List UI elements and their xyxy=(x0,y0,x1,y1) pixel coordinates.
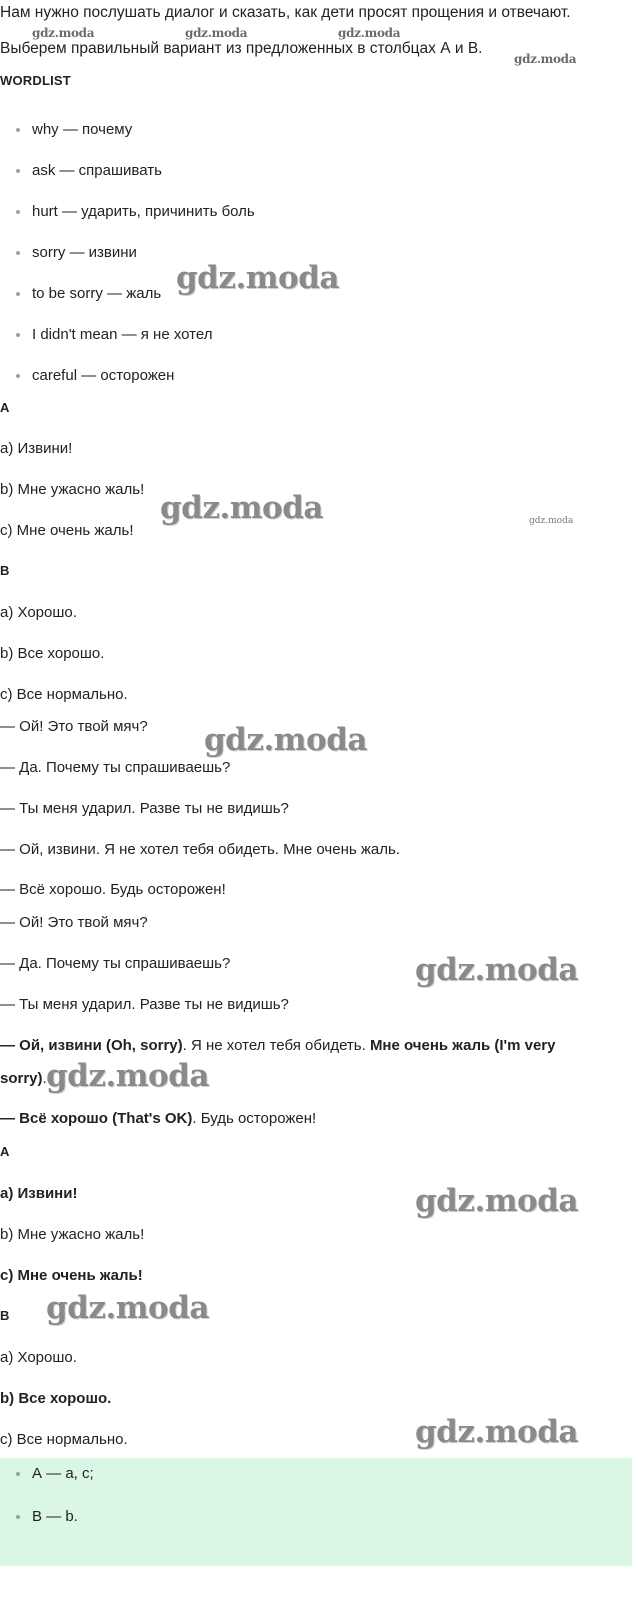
watermark-small: gdz.moda xyxy=(32,26,95,40)
watermark-tiny: gdz.moda xyxy=(529,516,574,526)
column-a-option-selected: c) Мне очень жаль! xyxy=(0,1267,143,1284)
wordlist-item: why — почему xyxy=(16,121,132,138)
wordlist-item: ask — спрашивать xyxy=(16,162,162,179)
column-b-option: c) Все нормально. xyxy=(0,686,128,703)
column-b-option: b) Все хорошо. xyxy=(0,645,105,662)
bullet-icon xyxy=(16,292,20,296)
intro-line-2: Выберем правильный вариант из предложенных в столбцах А и В. xyxy=(0,40,483,57)
watermark-small: gdz.moda xyxy=(338,26,401,40)
dialog-line: — Да. Почему ты спрашиваешь? xyxy=(0,759,231,776)
watermark-large: gdz.moda xyxy=(176,260,339,296)
column-a-option: b) Мне ужасно жаль! xyxy=(0,481,145,498)
bullet-icon xyxy=(16,169,20,173)
dialog-line: — Всё хорошо. Будь осторожен! xyxy=(0,881,226,898)
column-b-heading: B xyxy=(0,563,10,578)
wordlist-item: careful — осторожен xyxy=(16,367,174,384)
watermark-large: gdz.moda xyxy=(46,1290,209,1326)
watermark-large: gdz.moda xyxy=(415,1414,578,1450)
watermark-large: gdz.moda xyxy=(46,1058,209,1094)
column-b-option: c) Все нормально. xyxy=(0,1431,128,1448)
watermark-large: gdz.moda xyxy=(415,1183,578,1219)
watermark-small: gdz.moda xyxy=(185,26,248,40)
column-a-option: a) Извини! xyxy=(0,440,73,457)
intro-line-1: Нам нужно послушать диалог и сказать, как дети просят прощения и отвечают. xyxy=(0,4,571,21)
dialog-annotated-line: — Ой, извини (Oh, sorry). Я не хотел тебя обидеть. Мне очень жаль (I'm very xyxy=(0,1037,556,1054)
dialog-annotated-line: sorry). xyxy=(0,1070,47,1087)
column-a-heading: A xyxy=(0,400,10,415)
answer-box xyxy=(0,1458,632,1566)
column-b-option-selected: b) Все хорошо. xyxy=(0,1390,112,1407)
wordlist-item: sorry — извини xyxy=(16,244,137,261)
column-a-option-selected: a) Извини! xyxy=(0,1185,78,1202)
answer-item: А — a, c; xyxy=(16,1465,94,1482)
bullet-icon xyxy=(16,374,20,378)
dialog-annotated-line: — Да. Почему ты спрашиваешь? xyxy=(0,955,231,972)
answer-item: В — b. xyxy=(16,1508,78,1525)
column-a-heading: A xyxy=(0,1144,10,1159)
bullet-icon xyxy=(16,251,20,255)
bullet-icon xyxy=(16,210,20,214)
dialog-line: — Ты меня ударил. Разве ты не видишь? xyxy=(0,800,289,817)
column-a-option: b) Мне ужасно жаль! xyxy=(0,1226,145,1243)
column-b-heading: B xyxy=(0,1308,10,1323)
watermark-large: gdz.moda xyxy=(160,490,323,526)
dialog-line: — Ой! Это твой мяч? xyxy=(0,718,148,735)
wordlist-heading: WORDLIST xyxy=(0,73,71,88)
dialog-line: — Ой, извини. Я не хотел тебя обидеть. Мне очень жаль. xyxy=(0,841,400,858)
wordlist-item: hurt — ударить, причинить боль xyxy=(16,203,255,220)
bullet-icon xyxy=(16,1515,20,1519)
wordlist-item: I didn't mean — я не хотел xyxy=(16,326,212,343)
watermark-small: gdz.moda xyxy=(514,52,577,66)
watermark-large: gdz.moda xyxy=(204,722,367,758)
dialog-annotated-line: — Ты меня ударил. Разве ты не видишь? xyxy=(0,996,289,1013)
wordlist-item: to be sorry — жаль xyxy=(16,285,161,302)
bullet-icon xyxy=(16,128,20,132)
watermark-large: gdz.moda xyxy=(415,952,578,988)
dialog-annotated-line: — Всё хорошо (That's OK). Будь осторожен! xyxy=(0,1110,317,1127)
dialog-annotated-line: — Ой! Это твой мяч? xyxy=(0,914,148,931)
column-b-option: a) Хорошо. xyxy=(0,604,77,621)
bullet-icon xyxy=(16,333,20,337)
column-b-option: a) Хорошо. xyxy=(0,1349,77,1366)
column-a-option: c) Мне очень жаль! xyxy=(0,522,134,539)
bullet-icon xyxy=(16,1472,20,1476)
